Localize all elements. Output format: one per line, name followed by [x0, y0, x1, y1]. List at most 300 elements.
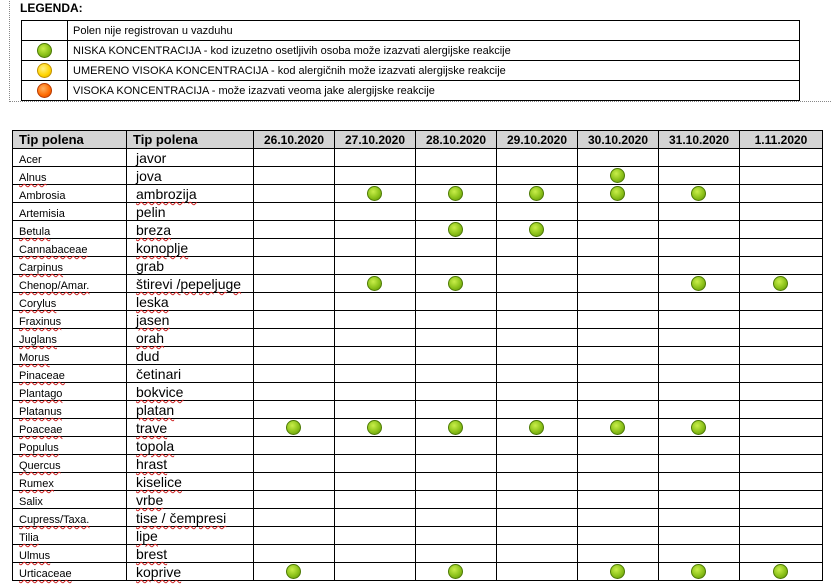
column-header-pollen-type: Tip polena: [127, 131, 254, 149]
table-header-row: [13, 131, 823, 149]
local-name: štirevi /pepeljuge: [136, 276, 242, 292]
legend-title: LEGENDA:: [20, 1, 83, 15]
concentration-cell: [740, 257, 823, 275]
local-name: konoplje: [136, 240, 189, 256]
latin-name: Alnus: [19, 172, 47, 184]
green-dot-icon: [691, 186, 706, 201]
concentration-cell: [497, 455, 578, 473]
concentration-cell: [740, 437, 823, 455]
local-name-cell: [127, 545, 254, 563]
table-row: [13, 491, 823, 509]
concentration-cell: [659, 383, 740, 401]
concentration-cell: [659, 509, 740, 527]
concentration-cell: [254, 473, 335, 491]
concentration-cell: [497, 419, 578, 437]
concentration-cell: [497, 185, 578, 203]
concentration-cell: [659, 203, 740, 221]
concentration-cell: [740, 527, 823, 545]
concentration-cell: [416, 401, 497, 419]
latin-name: Carpinus: [19, 262, 64, 274]
local-name: leska: [136, 294, 169, 310]
table-row: [13, 383, 823, 401]
local-name: hrast: [136, 456, 168, 472]
concentration-cell: [578, 257, 659, 275]
concentration-cell: [740, 383, 823, 401]
green-dot-icon: [773, 276, 788, 291]
green-dot-icon: [773, 564, 788, 579]
concentration-cell: [740, 185, 823, 203]
concentration-cell: [659, 257, 740, 275]
legend-table: [21, 20, 800, 101]
green-dot-icon: [529, 222, 544, 237]
concentration-cell: [497, 257, 578, 275]
concentration-cell: [659, 311, 740, 329]
concentration-cell: [254, 149, 335, 167]
concentration-cell: [335, 185, 416, 203]
concentration-cell: [416, 509, 497, 527]
local-name-cell: [127, 149, 254, 167]
concentration-cell: [416, 419, 497, 437]
latin-name: Quercus: [19, 460, 61, 472]
table-row: [13, 329, 823, 347]
local-name-cell: [127, 347, 254, 365]
green-dot-icon: [610, 420, 625, 435]
concentration-cell: [254, 527, 335, 545]
concentration-cell: [254, 239, 335, 257]
concentration-cell: [497, 491, 578, 509]
concentration-cell: [740, 563, 823, 581]
latin-name: Platanus: [19, 406, 62, 418]
concentration-cell: [335, 149, 416, 167]
local-name: platan: [136, 402, 175, 418]
concentration-cell: [578, 383, 659, 401]
legend-text: UMERENO VISOKA KONCENTRACIJA - kod alergičnih može izazvati alergijske reakcije: [68, 61, 800, 81]
green-dot-icon: [610, 564, 625, 579]
concentration-cell: [659, 401, 740, 419]
concentration-cell: [497, 509, 578, 527]
latin-name-cell: [13, 509, 127, 527]
latin-name-cell: [13, 473, 127, 491]
table-row: [13, 257, 823, 275]
latin-name-cell: [13, 419, 127, 437]
concentration-cell: [740, 401, 823, 419]
concentration-cell: [740, 419, 823, 437]
local-name: koprive: [136, 564, 182, 580]
concentration-cell: [740, 347, 823, 365]
concentration-cell: [254, 257, 335, 275]
local-name-cell: [127, 527, 254, 545]
concentration-cell: [497, 401, 578, 419]
latin-name: Juglans: [19, 334, 57, 346]
concentration-cell: [497, 473, 578, 491]
concentration-cell: [335, 491, 416, 509]
column-header-date: 26.10.2020: [254, 131, 335, 149]
local-name: bokvice: [136, 384, 184, 400]
local-name: breza: [136, 222, 172, 238]
local-name: javor: [136, 150, 167, 166]
concentration-cell: [416, 329, 497, 347]
concentration-cell: [335, 527, 416, 545]
latin-name: Cupress/Taxa.: [19, 514, 90, 526]
concentration-cell: [254, 563, 335, 581]
concentration-cell: [497, 149, 578, 167]
pollen-table: [12, 130, 823, 581]
green-dot-icon: [691, 564, 706, 579]
latin-name-cell: [13, 365, 127, 383]
concentration-cell: [416, 275, 497, 293]
concentration-cell: [497, 437, 578, 455]
concentration-cell: [659, 491, 740, 509]
latin-name-cell: [13, 185, 127, 203]
table-row: [13, 347, 823, 365]
green-dot-icon: [691, 420, 706, 435]
local-name: dud: [136, 348, 160, 364]
green-dot-icon: [367, 186, 382, 201]
concentration-cell: [416, 365, 497, 383]
concentration-cell: [497, 167, 578, 185]
concentration-cell: [497, 347, 578, 365]
concentration-cell: [335, 509, 416, 527]
concentration-cell: [578, 239, 659, 257]
latin-name-cell: [13, 437, 127, 455]
latin-name-cell: [13, 455, 127, 473]
concentration-cell: [416, 491, 497, 509]
legend-text: Polen nije registrovan u vazduhu: [68, 21, 800, 41]
concentration-cell: [740, 167, 823, 185]
concentration-cell: [740, 455, 823, 473]
legend-swatch-cell: [22, 61, 68, 81]
concentration-cell: [416, 149, 497, 167]
concentration-cell: [578, 401, 659, 419]
concentration-cell: [578, 167, 659, 185]
concentration-cell: [497, 329, 578, 347]
concentration-cell: [335, 293, 416, 311]
concentration-cell: [578, 437, 659, 455]
concentration-cell: [254, 545, 335, 563]
concentration-cell: [740, 545, 823, 563]
concentration-cell: [740, 239, 823, 257]
green-dot-icon: [367, 276, 382, 291]
concentration-cell: [416, 383, 497, 401]
latin-name-cell: [13, 401, 127, 419]
concentration-cell: [659, 329, 740, 347]
concentration-cell: [254, 167, 335, 185]
table-row: [13, 239, 823, 257]
concentration-cell: [416, 221, 497, 239]
green-dot-icon: [691, 276, 706, 291]
concentration-cell: [659, 347, 740, 365]
column-header-date: 1.11.2020: [740, 131, 823, 149]
local-name-cell: [127, 257, 254, 275]
latin-name: Betula: [19, 226, 51, 238]
local-name: ambrozija: [136, 186, 197, 202]
table-row: [13, 401, 823, 419]
concentration-cell: [416, 293, 497, 311]
concentration-cell: [335, 203, 416, 221]
legend-row: [22, 21, 800, 41]
concentration-cell: [254, 383, 335, 401]
local-name-cell: [127, 221, 254, 239]
latin-name-cell: [13, 221, 127, 239]
concentration-cell: [659, 419, 740, 437]
local-name-cell: [127, 329, 254, 347]
latin-name: Cannabaceae: [19, 244, 88, 256]
concentration-cell: [497, 203, 578, 221]
table-row: [13, 419, 823, 437]
concentration-cell: [578, 275, 659, 293]
concentration-cell: [335, 419, 416, 437]
latin-name-cell: [13, 563, 127, 581]
legend-swatch-cell: [22, 21, 68, 41]
concentration-cell: [416, 527, 497, 545]
column-header-date: 29.10.2020: [497, 131, 578, 149]
latin-name-cell: [13, 203, 127, 221]
concentration-cell: [416, 203, 497, 221]
latin-name: Urticaceae: [19, 568, 72, 580]
local-name-cell: [127, 437, 254, 455]
table-row: [13, 203, 823, 221]
concentration-cell: [740, 293, 823, 311]
latin-name-cell: [13, 275, 127, 293]
concentration-cell: [578, 311, 659, 329]
latin-name-cell: [13, 347, 127, 365]
green-dot-icon: [37, 43, 52, 58]
table-row: [13, 527, 823, 545]
latin-name: Populus: [19, 442, 59, 454]
latin-name: Acer: [19, 154, 42, 166]
concentration-cell: [416, 239, 497, 257]
local-name-cell: [127, 185, 254, 203]
local-name-cell: [127, 203, 254, 221]
concentration-cell: [254, 203, 335, 221]
latin-name-cell: [13, 383, 127, 401]
concentration-cell: [578, 347, 659, 365]
green-dot-icon: [610, 186, 625, 201]
concentration-cell: [254, 275, 335, 293]
concentration-cell: [740, 275, 823, 293]
concentration-cell: [335, 257, 416, 275]
local-name: brest: [136, 546, 168, 562]
concentration-cell: [659, 293, 740, 311]
latin-name-cell: [13, 329, 127, 347]
concentration-cell: [578, 221, 659, 239]
column-header-date: 30.10.2020: [578, 131, 659, 149]
concentration-cell: [335, 473, 416, 491]
local-name: četinari: [136, 366, 182, 382]
column-header-date: 31.10.2020: [659, 131, 740, 149]
latin-name-cell: [13, 257, 127, 275]
concentration-cell: [416, 167, 497, 185]
concentration-cell: [578, 203, 659, 221]
concentration-cell: [659, 455, 740, 473]
concentration-cell: [740, 203, 823, 221]
latin-name-cell: [13, 311, 127, 329]
legend-text: VISOKA KONCENTRACIJA - može izazvati veoma jake alergijske reakcije: [68, 81, 800, 101]
concentration-cell: [659, 275, 740, 293]
local-name: kiselice: [136, 474, 182, 490]
concentration-cell: [578, 329, 659, 347]
concentration-cell: [578, 545, 659, 563]
concentration-cell: [497, 365, 578, 383]
green-dot-icon: [367, 420, 382, 435]
concentration-cell: [254, 437, 335, 455]
latin-name: Rumex: [19, 478, 54, 490]
local-name-cell: [127, 167, 254, 185]
green-dot-icon: [286, 420, 301, 435]
local-name: jova: [136, 168, 162, 184]
local-name-cell: [127, 473, 254, 491]
green-dot-icon: [610, 168, 625, 183]
latin-name: Chenop/Amar.: [19, 280, 90, 292]
concentration-cell: [578, 509, 659, 527]
concentration-cell: [335, 347, 416, 365]
concentration-cell: [578, 491, 659, 509]
local-name: orah: [136, 330, 165, 346]
table-row: [13, 455, 823, 473]
green-dot-icon: [448, 276, 463, 291]
local-name: lipe: [136, 528, 158, 544]
table-row: [13, 563, 823, 581]
table-row: [13, 275, 823, 293]
concentration-cell: [254, 329, 335, 347]
table-row: [13, 473, 823, 491]
concentration-cell: [254, 347, 335, 365]
orange-dot-icon: [37, 83, 52, 98]
table-row: [13, 509, 823, 527]
latin-name: Ambrosia: [19, 190, 66, 202]
concentration-cell: [497, 311, 578, 329]
concentration-cell: [497, 383, 578, 401]
concentration-cell: [335, 563, 416, 581]
concentration-cell: [335, 401, 416, 419]
green-dot-icon: [286, 564, 301, 579]
latin-name: Salix: [19, 496, 43, 508]
concentration-cell: [416, 473, 497, 491]
concentration-cell: [740, 509, 823, 527]
green-dot-icon: [448, 564, 463, 579]
concentration-cell: [578, 185, 659, 203]
concentration-cell: [335, 311, 416, 329]
concentration-cell: [578, 293, 659, 311]
legend-text: NISKA KONCENTRACIJA - kod izuzetno osetljivih osoba može izazvati alergijske reakcije: [68, 41, 800, 61]
concentration-cell: [659, 239, 740, 257]
concentration-cell: [578, 455, 659, 473]
green-dot-icon: [529, 186, 544, 201]
concentration-cell: [254, 311, 335, 329]
green-dot-icon: [448, 186, 463, 201]
concentration-cell: [578, 365, 659, 383]
local-name: trave: [136, 420, 168, 436]
column-header-date: 28.10.2020: [416, 131, 497, 149]
concentration-cell: [497, 221, 578, 239]
table-row: [13, 149, 823, 167]
table-row: [13, 185, 823, 203]
local-name: tise / čempresi: [136, 510, 227, 526]
concentration-cell: [659, 221, 740, 239]
concentration-cell: [497, 527, 578, 545]
concentration-cell: [416, 347, 497, 365]
latin-name-cell: [13, 527, 127, 545]
local-name-cell: [127, 455, 254, 473]
local-name-cell: [127, 383, 254, 401]
legend-row: [22, 41, 800, 61]
table-row: [13, 545, 823, 563]
concentration-cell: [578, 473, 659, 491]
local-name: pelin: [136, 204, 166, 220]
concentration-cell: [578, 419, 659, 437]
concentration-cell: [416, 455, 497, 473]
concentration-cell: [416, 545, 497, 563]
local-name: jasen: [136, 312, 170, 328]
concentration-cell: [578, 563, 659, 581]
concentration-cell: [497, 293, 578, 311]
green-dot-icon: [529, 420, 544, 435]
local-name-cell: [127, 239, 254, 257]
concentration-cell: [416, 563, 497, 581]
concentration-cell: [335, 365, 416, 383]
concentration-cell: [254, 293, 335, 311]
table-row: [13, 437, 823, 455]
latin-name-cell: [13, 167, 127, 185]
local-name: vrbe: [136, 492, 164, 508]
legend-row: [22, 61, 800, 81]
concentration-cell: [740, 329, 823, 347]
concentration-cell: [254, 365, 335, 383]
latin-name-cell: [13, 149, 127, 167]
table-row: [13, 221, 823, 239]
concentration-cell: [740, 149, 823, 167]
concentration-cell: [497, 563, 578, 581]
concentration-cell: [335, 455, 416, 473]
concentration-cell: [659, 473, 740, 491]
concentration-cell: [335, 239, 416, 257]
concentration-cell: [740, 365, 823, 383]
concentration-cell: [416, 257, 497, 275]
concentration-cell: [740, 221, 823, 239]
concentration-cell: [254, 401, 335, 419]
local-name-cell: [127, 491, 254, 509]
concentration-cell: [335, 329, 416, 347]
latin-name: Pinaceae: [19, 370, 65, 382]
latin-name: Artemisia: [19, 208, 65, 220]
local-name-cell: [127, 365, 254, 383]
column-header-date: 27.10.2020: [335, 131, 416, 149]
concentration-cell: [659, 365, 740, 383]
concentration-cell: [497, 275, 578, 293]
concentration-cell: [659, 185, 740, 203]
concentration-cell: [254, 185, 335, 203]
yellow-dot-icon: [37, 63, 52, 78]
latin-name-cell: [13, 293, 127, 311]
concentration-cell: [740, 473, 823, 491]
concentration-cell: [497, 545, 578, 563]
concentration-cell: [335, 545, 416, 563]
concentration-cell: [497, 239, 578, 257]
local-name: topola: [136, 438, 175, 454]
table-row: [13, 167, 823, 185]
latin-name-cell: [13, 545, 127, 563]
concentration-cell: [335, 167, 416, 185]
local-name-cell: [127, 293, 254, 311]
latin-name: Plantago: [19, 388, 63, 400]
table-row: [13, 293, 823, 311]
concentration-cell: [659, 563, 740, 581]
concentration-cell: [416, 437, 497, 455]
latin-name: Tilia: [19, 532, 39, 544]
legend-row: [22, 81, 800, 101]
concentration-cell: [254, 221, 335, 239]
concentration-cell: [335, 437, 416, 455]
